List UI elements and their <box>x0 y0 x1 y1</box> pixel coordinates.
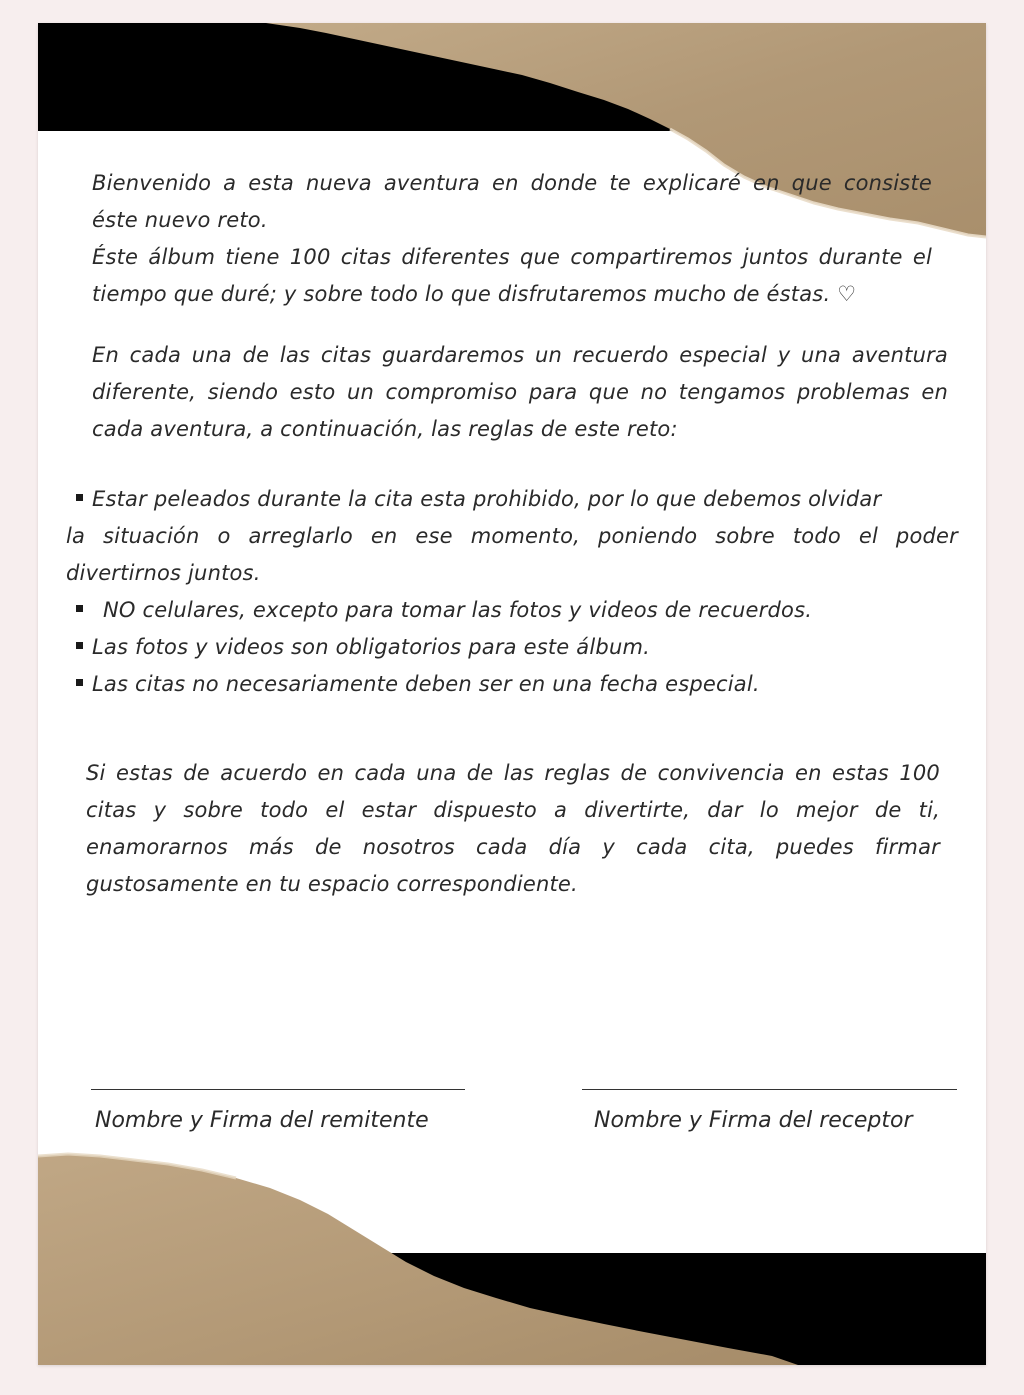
rule-item <box>66 481 958 518</box>
intro-line: Éste álbum tiene 100 citas diferentes que compartiremos juntos durante el <box>92 245 932 269</box>
closing-line: gustosamente en tu espacio correspondiente. <box>86 872 578 896</box>
rule-text: Las fotos y videos son obligatorios para este álbum. <box>92 635 650 659</box>
intro-line: Bienvenido a esta nueva aventura en donde te explicaré en que consiste <box>92 171 932 195</box>
sender-signature-line <box>91 1089 465 1090</box>
rule-text: NO celulares, excepto para tomar las fotos y videos de recuerdos. <box>103 598 813 622</box>
intro-line: éste nuevo reto. <box>92 208 268 232</box>
commitment-line: cada aventura, a continuación, las reglas de este reto: <box>92 417 678 441</box>
sender-signature-label: Nombre y Firma del remitente <box>95 1108 429 1133</box>
square-bullet-icon <box>76 679 83 686</box>
closing-line: Si estas de acuerdo en cada una de las reglas de convivencia en estas 100 <box>86 761 940 785</box>
intro-paragraph <box>92 165 932 313</box>
closing-line: enamorarnos más de nosotros cada día y cada cita, puedes firmar <box>86 835 940 859</box>
commitment-line: diferente, siendo esto un compromiso para que no tengamos problemas en <box>92 380 948 404</box>
rule-continuation-line: la situación o arreglarlo en ese momento, poniendo sobre todo el poder <box>66 524 958 548</box>
square-bullet-icon <box>76 642 83 649</box>
closing-line: citas y sobre todo el estar dispuesto a divertirte, dar lo mejor de ti, <box>86 798 940 822</box>
rule-text: Estar peleados durante la cita esta prohibido, por lo que debemos olvidar <box>92 487 882 511</box>
torn-paper-bottom-decoration <box>38 1148 986 1365</box>
rule-item <box>66 666 958 703</box>
commitment-line: En cada una de las citas guardaremos un recuerdo especial y una aventura <box>92 343 948 367</box>
document-page <box>38 23 986 1365</box>
rule-item <box>66 592 958 629</box>
commitment-paragraph <box>92 337 948 448</box>
receiver-signature-label: Nombre y Firma del receptor <box>594 1108 913 1133</box>
square-bullet-icon <box>76 605 83 612</box>
receiver-signature-line <box>582 1089 957 1090</box>
rule-item <box>66 629 958 666</box>
intro-line: tiempo que duré; y sobre todo lo que disfrutaremos mucho de éstas. ♡ <box>92 282 857 306</box>
closing-paragraph <box>86 755 940 903</box>
square-bullet-icon <box>76 494 83 501</box>
rule-continuation-line: divertirnos juntos. <box>66 561 261 585</box>
rule-text: Las citas no necesariamente deben ser en una fecha especial. <box>92 672 760 696</box>
rules-list <box>66 481 958 703</box>
